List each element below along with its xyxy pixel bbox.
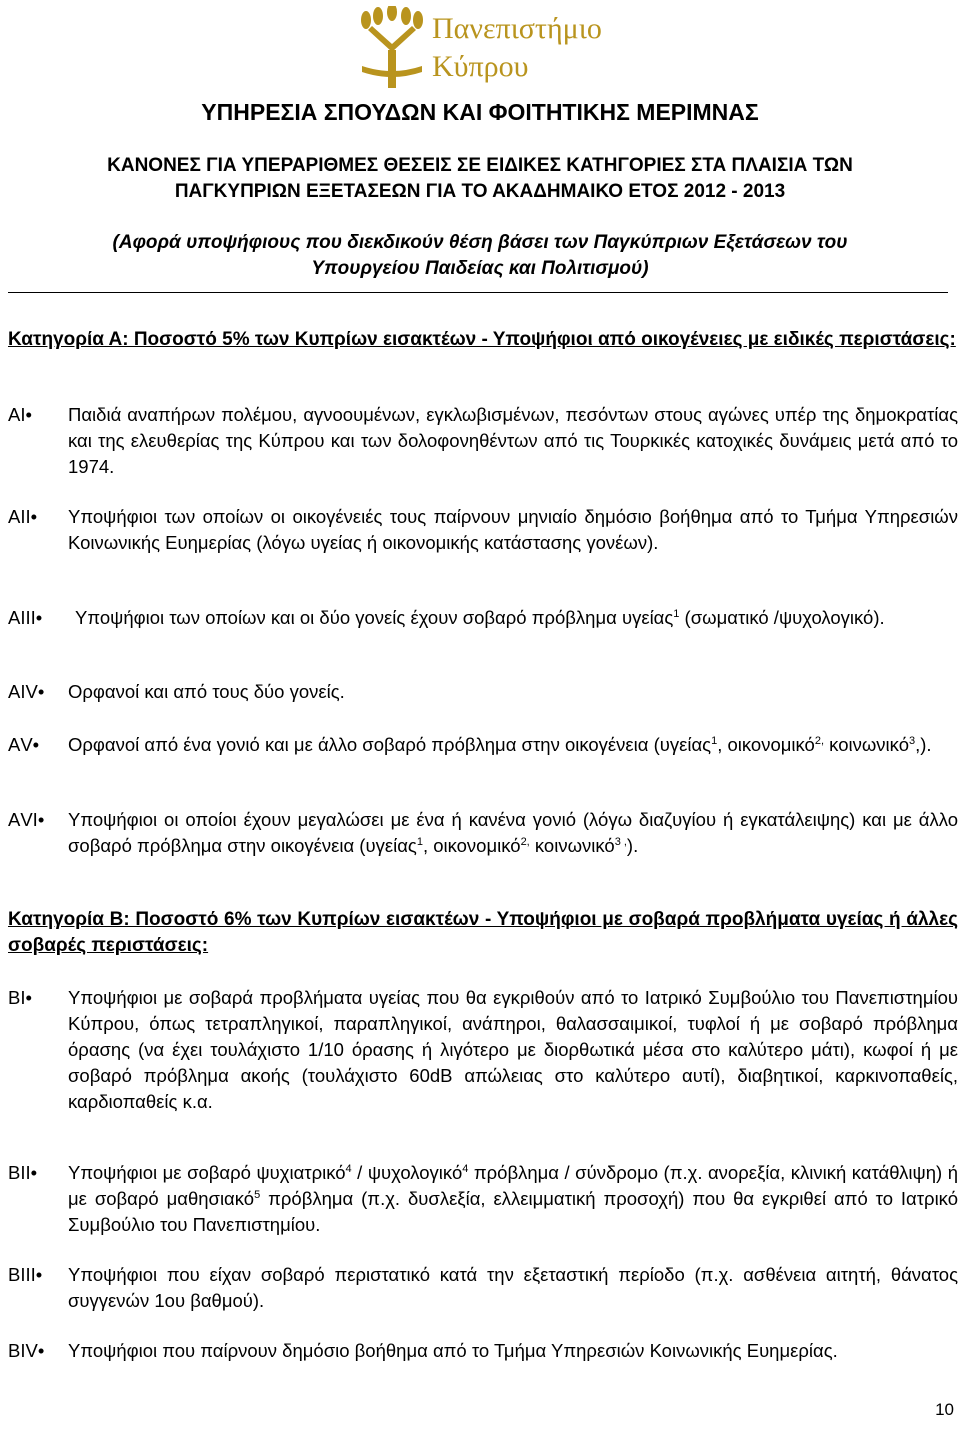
item-code: ΑΙ•	[8, 404, 32, 425]
item-code: ΑVΙ•	[8, 809, 45, 830]
applicability-note-line-2: Υπουργείου Παιδείας και Πολιτισμού)	[311, 258, 649, 279]
item-code: ΒΙΙΙ•	[8, 1264, 43, 1285]
page-number: 10	[935, 1400, 954, 1419]
item-text: Υποψήφιοι που είχαν σοβαρό περιστατικό κατά την εξεταστική περίοδο (π.χ. ασθένεια αιτητή, θάνατος συγγενών 1ου βαθμού).	[68, 1264, 958, 1311]
applicability-note-line-1: (Αφορά υποψήφιους που διεκδικούν θέση βάσει των Παγκύπριων Εξετάσεων του	[112, 232, 848, 253]
list-item	[8, 985, 958, 1115]
header-divider	[8, 292, 948, 293]
item-text: Υποψήφιοι των οποίων οι οικογένειές τους παίρνουν μηνιαίο δημόσιο βοήθημα από το Τμήμα Υπηρεσιών Κοινωνικής Ευημερίας (λόγω υγείας ή οικονομικής κατάστασης γονέων).	[68, 506, 958, 553]
list-item	[8, 732, 958, 758]
list-item	[8, 807, 958, 859]
item-code: ΑΙΙ•	[8, 506, 38, 527]
list-item	[8, 402, 958, 480]
item-code: ΒΙ•	[8, 987, 32, 1008]
rules-title-line-2: ΠΑΓΚΥΠΡΙΩΝ ΕΞΕΤΑΣΕΩΝ ΓΙΑ ΤΟ ΑΚΑΔΗΜΑΙΚΟ ΕΤΟΣ 2012 - 2013	[174, 181, 786, 202]
university-logo	[358, 6, 678, 90]
office-title: ΥΠΗΡΕΣΙΑ ΣΠΟΥΔΩΝ ΚΑΙ ΦΟΙΤΗΤΙΚΗΣ ΜΕΡΙΜΝΑΣ	[201, 99, 759, 125]
list-item	[8, 1160, 958, 1238]
item-text: Υποψήφιοι με σοβαρό ψυχιατρικό$^4$ / ψυχολογικό$^4$ πρόβλημα / σύνδρομο (π.χ. ανορεξία, κλινική κατάθλιψη) ή με σοβαρό μαθησιακό$^5$ πρόβλημα (π.χ. δυσλεξία, ελλειμματική προσοχή) που θα εγκριθεί από το Ιατρικό Συμβούλιο του Πανεπιστημίου.	[68, 1162, 958, 1235]
item-text: Ορφανοί από ένα γονιό και με άλλο σοβαρό πρόβλημα στην οικογένεια (υγείας$^1$, οικονομικό$^{2,}$ κοινωνικό$^3$,).	[68, 734, 932, 755]
item-code: ΒΙΙ•	[8, 1162, 38, 1183]
rules-title-line-1: ΚΑΝΟΝΕΣ ΓΙΑ ΥΠΕΡΑΡΙΘΜΕΣ ΘΕΣΕΙΣ ΣΕ ΕΙΔΙΚΕΣ ΚΑΤΗΓΟΡΙΕΣ ΣΤΑ ΠΛΑΙΣΙΑ ΤΩΝ	[107, 155, 853, 176]
item-text: Υποψήφιοι των οποίων και οι δύο γονείς έχουν σοβαρό πρόβλημα υγείας$^1$ (σωματικό /ψυχολογικό).	[75, 607, 885, 628]
list-item	[8, 504, 958, 556]
olive-tree-logo-icon	[358, 6, 426, 90]
item-code: ΒΙV•	[8, 1340, 45, 1361]
item-text: Υποψήφιοι οι οποίοι έχουν μεγαλώσει με ένα ή κανένα γονιό (λόγω διαζυγίου ή εγκατάλειψης) και με άλλο σοβαρό πρόβλημα στην οικογένεια (υγείας$^1$, οικονομικό$^{2,}$ κοινωνικό$^{3 ,}$).	[68, 809, 958, 856]
category-b-title: Κατηγορία Β: Ποσοστό 6% των Κυπρίων εισακτέων - Υποψήφιοι με σοβαρά προβλήματα υγείας ή άλλες σοβαρές περιστάσεις:	[8, 909, 958, 956]
item-text: Παιδιά αναπήρων πολέμου, αγνοουμένων, εγκλωβισμένων, πεσόντων στους αγώνες υπέρ της δημοκρατίας και της ελευθερίας της Κύπρου και των δολοφονηθέντων από τις Τουρκικές κατοχικές δυνάμεις μετά από το 1974.	[68, 404, 958, 477]
logo-wordmark	[432, 10, 602, 86]
item-text: Υποψήφιοι με σοβαρά προβλήματα υγείας που θα εγκριθούν από το Ιατρικό Συμβούλιο του Πανεπιστημίου Κύπρου, όπως τετραπληγικοί, παραπληγικοί, ανάπηροι, θαλασσαιμικοί, τυφλοί ή με σοβαρό πρόβλημα όρασης (να έχει τουλάχιστο 1/10 όρασης ή λιγότερο με διορθωτικά μέσα στο καλύτερο μάτι), κωφοί ή με σοβαρό πρόβλημα ακοής (τουλάχιστο 60dB απώλειας στο καλύτερο αυτί), διαβητικοί, καρκινοπαθείς, καρδιοπαθείς κ.α.	[68, 987, 958, 1112]
list-item	[8, 605, 958, 631]
list-item	[8, 1338, 958, 1364]
item-code: ΑΙΙΙ•	[8, 607, 43, 628]
category-a-title: Κατηγορία Α: Ποσοστό 5% των Κυπρίων εισακτέων - Υποψήφιοι από οικογένειες με ειδικές περιστάσεις:	[8, 329, 956, 350]
list-item	[8, 1262, 958, 1314]
logo-line-1: Πανεπιστήμιο	[432, 12, 602, 45]
item-code: ΑV•	[8, 734, 40, 755]
item-code: ΑΙV•	[8, 681, 45, 702]
item-text: Ορφανοί και από τους δύο γονείς.	[68, 681, 345, 702]
list-item	[8, 679, 958, 705]
item-text: Υποψήφιοι που παίρνουν δημόσιο βοήθημα από το Τμήμα Υπηρεσιών Κοινωνικής Ευημερίας.	[68, 1340, 838, 1361]
logo-line-2: Κύπρου	[432, 50, 529, 83]
